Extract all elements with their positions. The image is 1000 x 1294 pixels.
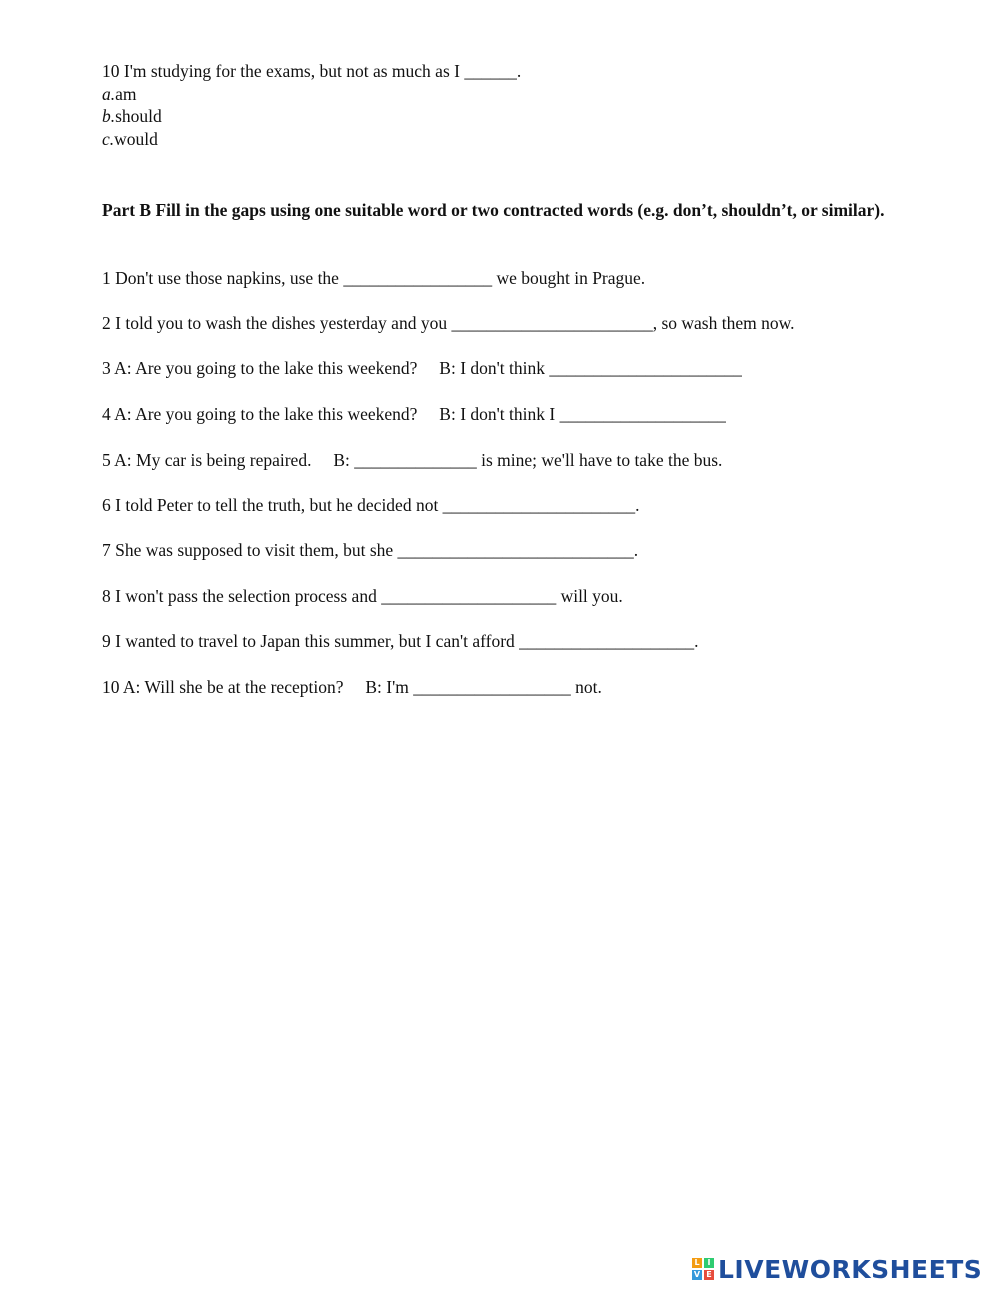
question-b6: 6 I told Peter to tell the truth, but he decided not ______________________. [102,495,640,515]
option-b[interactable] [102,105,162,127]
question-a10-stem: 10 I'm studying for the exams, but not as much as I ______. [102,61,522,81]
option-text: am [115,84,137,104]
question-b7: 7 She was supposed to visit them, but she ___________________________. [102,540,639,560]
question-b10: 10 A: Will she be at the reception? B: I'm __________________ not. [102,677,602,697]
part-b-heading: Part B Fill in the gaps using one suitable word or two contracted words (e.g. don’t, shouldn’t, or similar). [102,200,885,220]
question-b2: 2 I told you to wash the dishes yesterday and you _______________________, so wash them now. [102,313,795,333]
option-text: should [115,106,162,126]
question-b9: 9 I wanted to travel to Japan this summer, but I can't afford ____________________. [102,631,699,651]
option-letter: b. [102,106,116,126]
logo-blocks-icon [692,1258,714,1280]
option-text: would [114,129,158,149]
logo-block: I [704,1258,714,1268]
logo-block: E [704,1270,714,1280]
option-letter: c. [102,129,115,149]
question-b5: 5 A: My car is being repaired. B: ______________ is mine; we'll have to take the bus. [102,450,723,470]
liveworksheets-logo [692,1254,982,1284]
logo-block: L [692,1258,702,1268]
question-b1: 1 Don't use those napkins, use the _________________ we bought in Prague. [102,268,646,288]
option-letter: a. [102,84,116,104]
question-b3: 3 A: Are you going to the lake this weekend? B: I don't think ______________________ [102,358,742,378]
logo-text: LIVEWORKSHEETS [718,1254,983,1284]
logo-block: V [693,1270,701,1279]
question-b4: 4 A: Are you going to the lake this weekend? B: I don't think I ___________________ [102,404,726,424]
question-b8: 8 I won't pass the selection process and ____________________ will you. [102,586,623,606]
option-a[interactable] [102,83,137,105]
option-c[interactable] [102,128,158,150]
